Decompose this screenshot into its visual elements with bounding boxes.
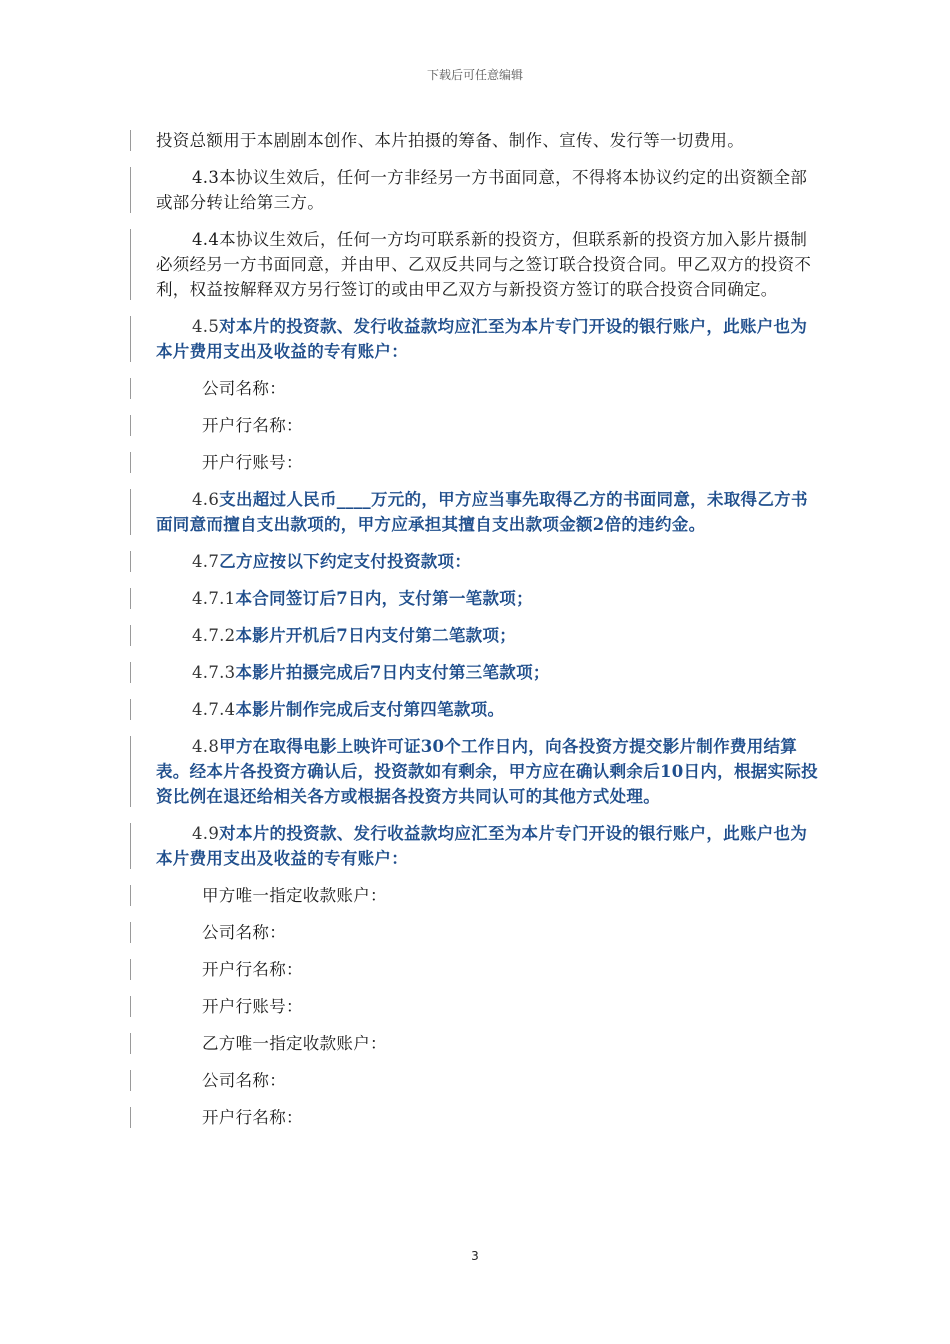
field-bank-name: 开户行名称： <box>130 957 820 982</box>
clause-number: 4.7.4 <box>192 700 236 719</box>
page-header: 下载后可任意编辑 <box>426 68 523 82</box>
field-company-name: 公司名称： <box>130 1068 820 1093</box>
field-bank-name: 开户行名称： <box>130 1105 820 1130</box>
clause-number: 4.9 <box>192 824 220 843</box>
clause-number: 4.6 <box>192 490 220 509</box>
clause-number: 4.7.1 <box>192 589 236 608</box>
field-bank-name: 开户行名称： <box>130 413 820 438</box>
clause-number: 4.8 <box>192 737 220 756</box>
clause-4-7-3 <box>130 660 820 685</box>
paragraph-investment-use: 投资总额用于本剧剧本创作、本片拍摄的筹备、制作、宣传、发行等一切费用。 <box>130 128 820 153</box>
clause-4-7-1 <box>130 586 820 611</box>
field-party-b-account: 乙方唯一指定收款账户： <box>130 1031 820 1056</box>
clause-text: 本影片开机后7日内支付第二笔款项； <box>235 626 517 645</box>
field-bank-account: 开户行账号： <box>130 450 820 475</box>
clause-4-7-2 <box>130 623 820 648</box>
clause-number: 4.5 <box>192 317 220 336</box>
clause-4-9 <box>130 821 820 871</box>
field-company-name: 公司名称： <box>130 920 820 945</box>
field-company-name: 公司名称： <box>130 376 820 401</box>
field-party-a-account: 甲方唯一指定收款账户： <box>130 883 820 908</box>
clause-text: 对本片的投资款、发行收益款均应汇至为本片专门开设的银行账户，此账户也为本片费用支出及收益的专有账户： <box>156 824 808 868</box>
clause-4-4: 4.4本协议生效后，任何一方均可联系新的投资方，但联系新的投资方加入影片摄制必须经另一方书面同意，并由甲、乙双反共同与之签订联合投资合同。甲乙双方的投资不利，权益按解释双方另行签订的或由甲乙双方与新投资方签订的联合投资合同确定。 <box>130 227 820 302</box>
clause-4-7 <box>130 549 820 574</box>
clause-text: 支出超过人民币____万元的，甲方应当事先取得乙方的书面同意，未取得乙方书面同意而擅自支出款项的，甲方应承担其擅自支出款项金额2倍的违约金。 <box>156 490 808 534</box>
clause-text: 对本片的投资款、发行收益款均应汇至为本片专门开设的银行账户，此账户也为本片费用支出及收益的专有账户： <box>156 317 808 361</box>
field-bank-account: 开户行账号： <box>130 994 820 1019</box>
clause-number: 4.7 <box>192 552 220 571</box>
clause-4-5 <box>130 314 820 364</box>
clause-4-7-4 <box>130 697 820 722</box>
clause-number: 4.7.2 <box>192 626 236 645</box>
clause-text: 本影片制作完成后支付第四笔款项。 <box>235 700 505 719</box>
clause-text: 甲方在取得电影上映许可证30个工作日内，向各投资方提交影片制作费用结算表。经本片各投资方确认后，投资款如有剩余，甲方应在确认剩余后10日内，根据实际投资比例在退还给相关各方或根据各投资方共同认可的其他方式处理。 <box>156 737 818 806</box>
clause-text: 乙方应按以下约定支付投资款项： <box>219 552 472 571</box>
clause-4-3: 4.3本协议生效后，任何一方非经另一方书面同意，不得将本协议约定的出资额全部或部分转让给第三方。 <box>130 165 820 215</box>
clause-4-6 <box>130 487 820 537</box>
clause-text: 本合同签订后7日内，支付第一笔款项； <box>235 589 533 608</box>
clause-number: 4.7.3 <box>192 663 236 682</box>
clause-text: 本影片拍摄完成后7日内支付第三笔款项； <box>235 663 550 682</box>
document-body <box>130 128 820 1142</box>
clause-4-8 <box>130 734 820 809</box>
page-number: 3 <box>471 1249 479 1263</box>
